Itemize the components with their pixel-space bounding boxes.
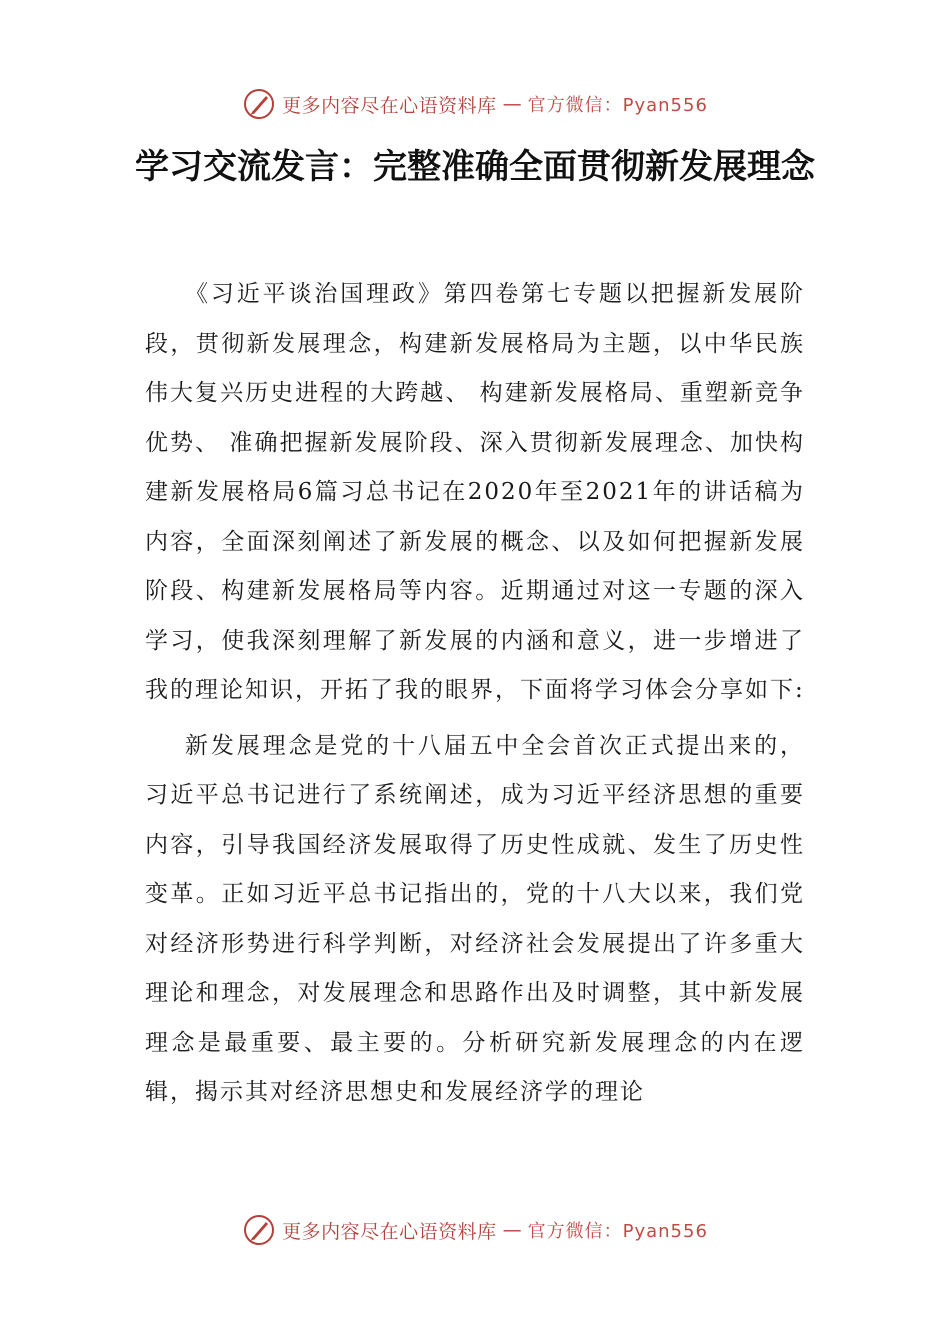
page-title: 学习交流发言：完整准确全面贯彻新发展理念 [135,147,815,187]
document-body [145,270,805,1124]
banner-wechat: 官方微信：Pyan556 [527,1221,708,1242]
banner-brand: 更多内容尽在心语资料库 [282,1220,497,1243]
banner-wechat: 官方微信：Pyan556 [527,95,708,116]
banner-separator: — [502,1219,522,1241]
paragraph: 《习近平谈治国理政》第四卷第七专题以把握新发展阶段，贯彻新发展理念，构建新发展格局为主题，以中华民族伟大复兴历史进程的大跨越、 构建新发展格局、重塑新竞争优势、 准确把握新发展阶段、深入贯彻新发展理念、加快构建新发展格局6篇习总书记在2020年至2021年的讲话稿为内容，全面深刻阐述了新发展的概念、以及如何把握新发展阶段、构建新发展格局等内容。近期通过对这一专题的深入学习，使我深刻理解了新发展的内涵和意义，进一步增进了我的理论知识，开拓了我的眼界，下面将学习体会分享如下: [145,281,805,703]
banner-brand: 更多内容尽在心语资料库 [282,94,497,117]
quill-logo-icon [242,87,276,121]
paragraph: 新发展理念是党的十八届五中全会首次正式提出来的，习近平总书记进行了系统阐述，成为习近平经济思想的重要内容，引导我国经济发展取得了历史性成就、发生了历史性变革。正如习近平总书记指出的，党的十八大以来，我们党对经济形势进行科学判断，对经济社会发展提出了许多重大理论和理念，对发展理念和思路作出及时调整，其中新发展理念是最重要、最主要的。分析研究新发展理念的内在逻辑，揭示其对经济思想史和发展经济学的理论 [145,732,805,1105]
footer-banner [0,1210,950,1250]
header-banner [0,84,950,124]
banner-separator: — [502,93,522,115]
quill-logo-icon [242,1213,276,1247]
